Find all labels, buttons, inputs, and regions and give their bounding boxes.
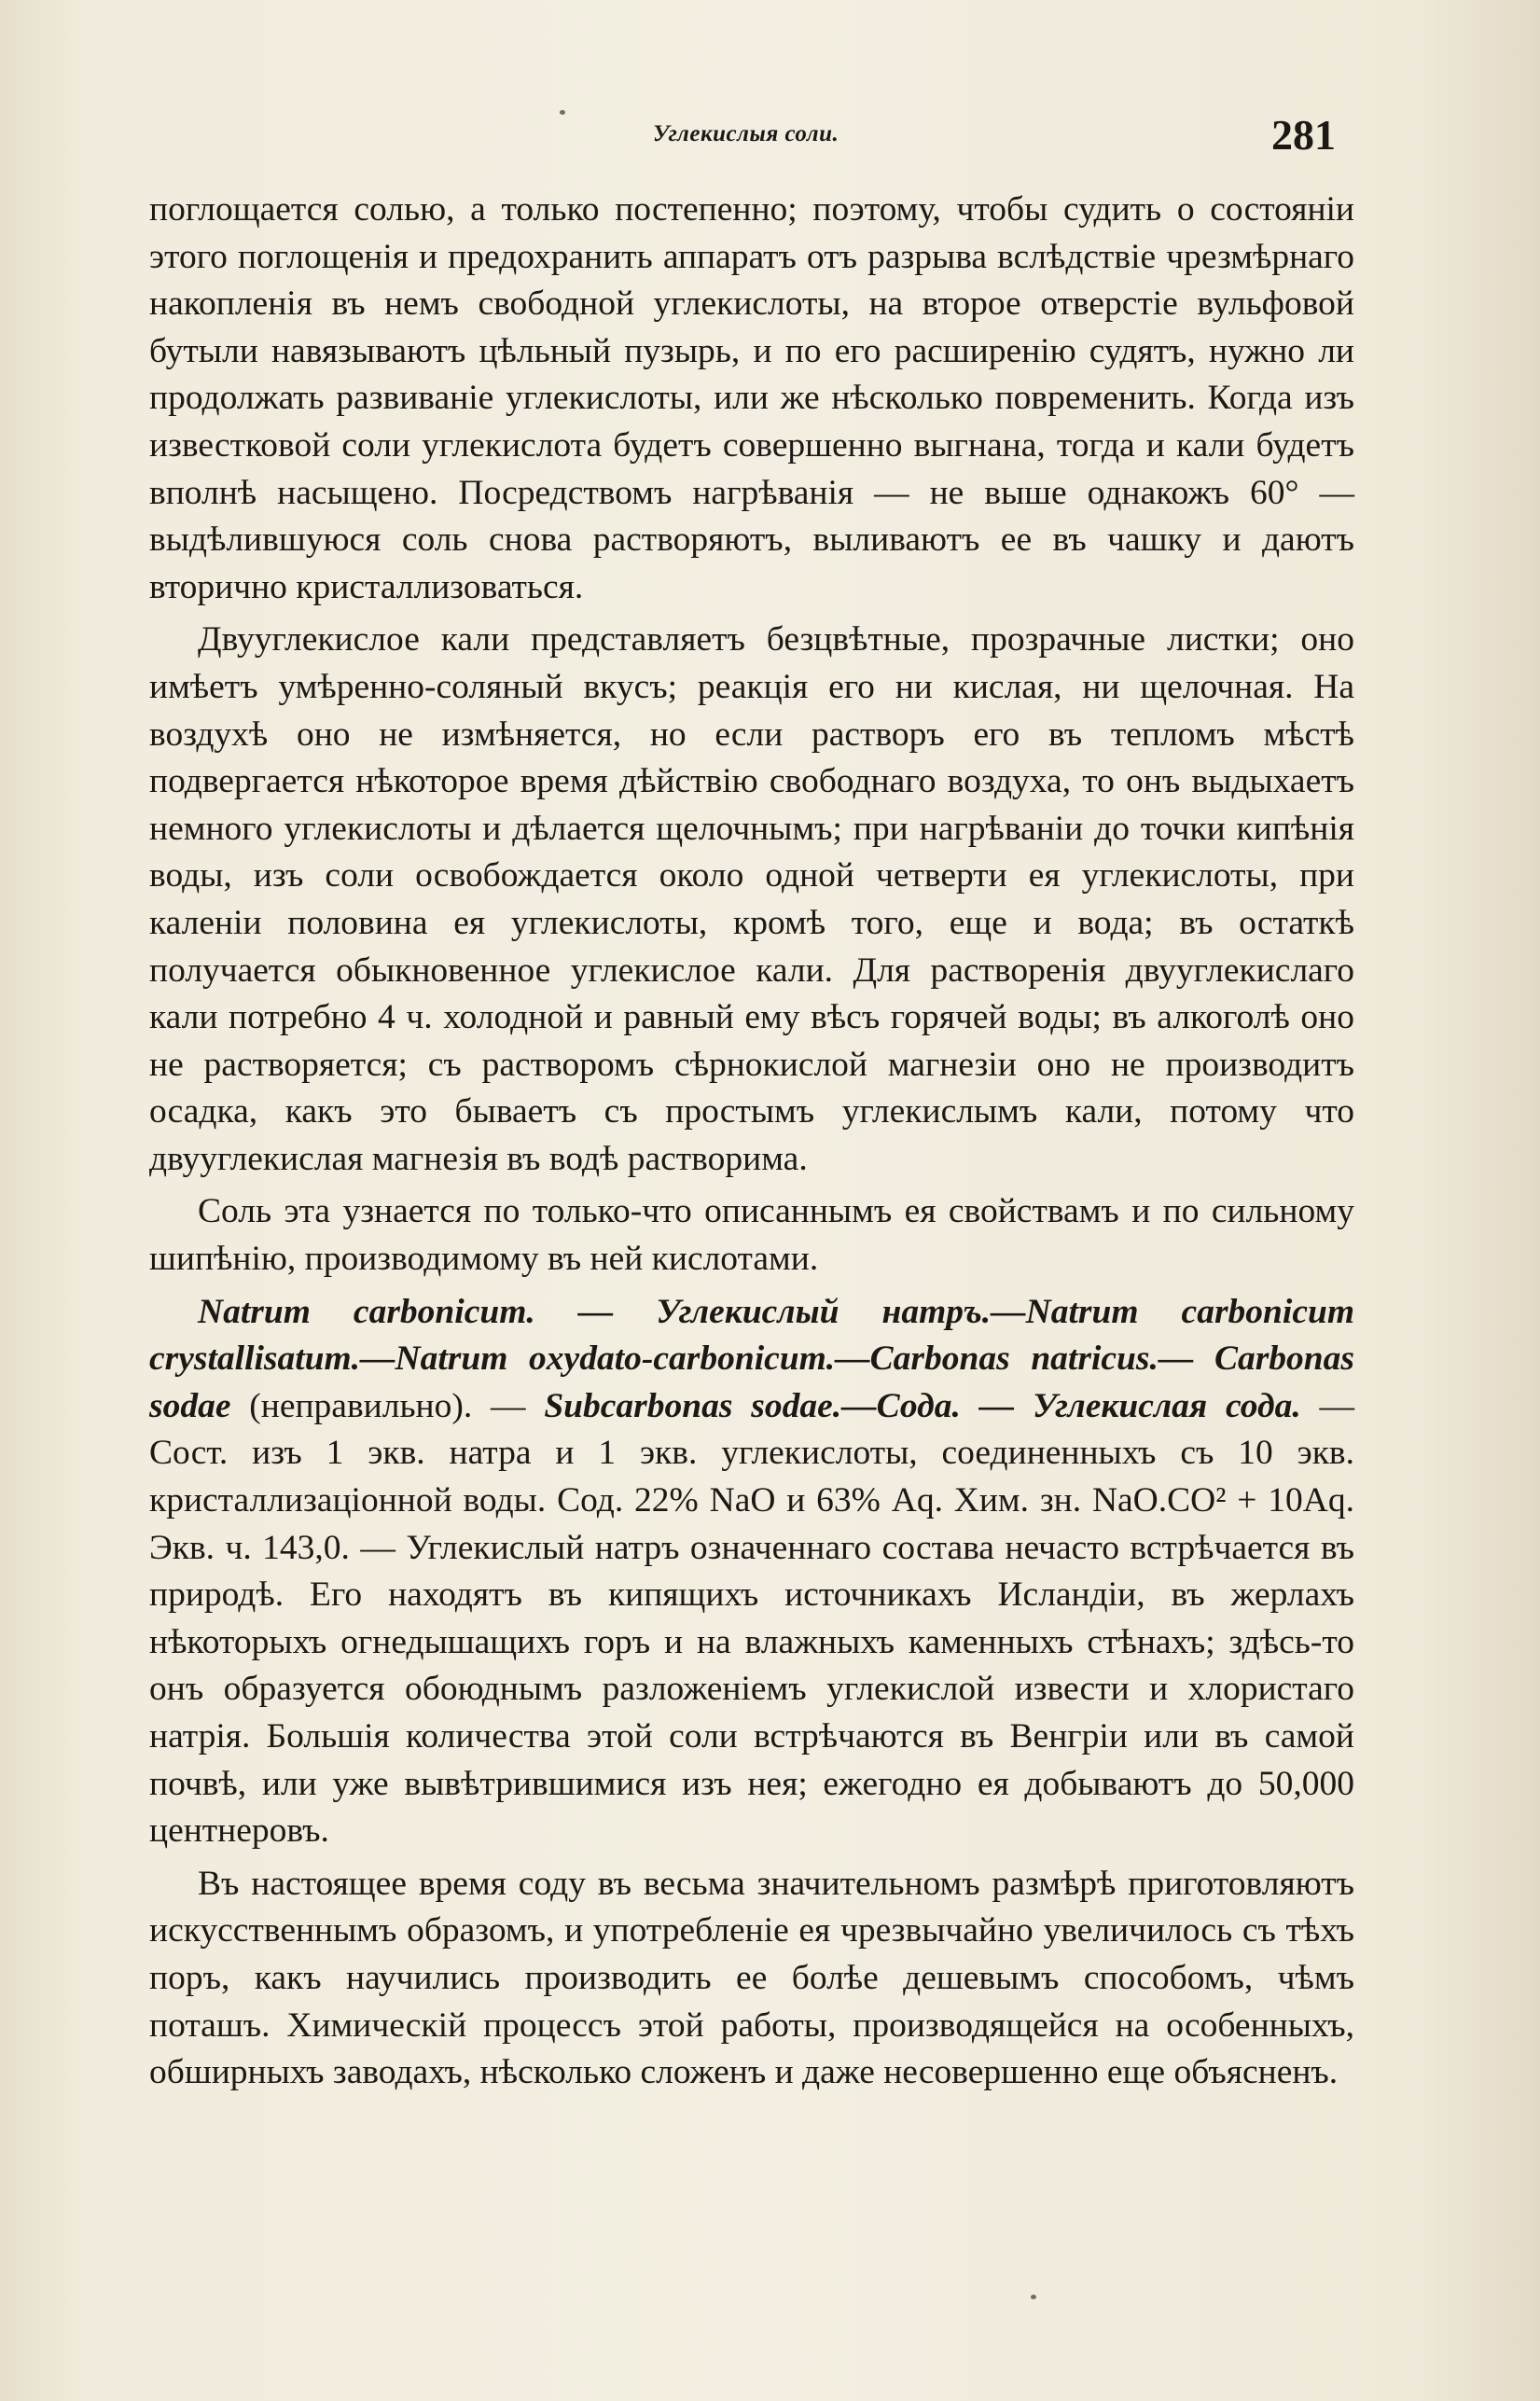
running-title: Углекислыя соли.: [653, 121, 839, 146]
paragraph-2: Двууглекислое кали представляетъ безцвѣтные, прозрачные листки; оно имѣетъ умѣренно-соляный вкусъ; реакцiя его ни кислая, ни щелочная. На воздухѣ оно не измѣняется, но если растворъ его въ тепломъ мѣстѣ подвергается нѣкоторое время дѣйствiю свободнаго воздуха, то онъ выдыхаетъ немного углекислоты и дѣлается щелочнымъ; при нагрѣванiи до точки кипѣнiя воды, изъ соли освобождается около одной четверти ея углекислоты, при каленiи половина ея углекислоты, кромѣ того, еще и вода; въ остаткѣ получается обыкновенное углекислое кали. Для растворенiя двууглекислаго кали потребно 4 ч. холодной и равный ему вѣсъ горячей воды; въ алкоголѣ оно не растворяется; съ растворомъ сѣрнокислой магнезiи оно не производитъ осадка, какъ это бываетъ съ простымъ углекислымъ кали, потому что двууглекислая магнезiя въ водѣ растворима.: [149, 620, 1354, 1178]
paragraph-5: Въ настоящее время соду въ весьма значительномъ размѣрѣ приготовляютъ искусственнымъ образомъ, и употребленiе ея чрезвычайно увеличилось съ тѣхъ поръ, какъ научились производить ее болѣе дешевымъ способомъ, чѣмъ поташъ. Химическiй процессъ этой работы, производящейся на особенныхъ, обширныхъ заводахъ, нѣсколько сложенъ и даже несовершенно еще объясненъ.: [149, 1864, 1354, 2092]
paragraph-4: [149, 1289, 1354, 1855]
paragraph-3: Соль эта узнается по только-что описаннымъ ея свойствамъ и по сильному шипѣнiю, производимому въ ней кислотами.: [149, 1192, 1354, 1279]
page-number: 281: [1271, 111, 1336, 159]
print-speck: [1031, 2295, 1036, 2299]
paragraph-1: поглощается солью, а только постепенно; поэтому, чтобы судить о состоянiи этого поглощенiя и предохранить аппаратъ отъ разрыва вслѣдствiе чрезмѣрнаго накопленiя въ немъ свободной углекислоты, на второе отверстiе вульфовой бутыли навязываютъ цѣльный пузырь, и по его расширенiю судятъ, нужно ли продолжать развиванiе углекислоты, или же нѣсколько повременить. Когда изъ известковой соли углекислота будетъ совершенно выгнана, тогда и кали будетъ вполнѣ насыщено. Посредствомъ нагрѣванiя — не выше однакожъ 60° — выдѣлившуюся соль снова растворяютъ, выливаютъ ее въ чашку и даютъ вторично кристаллизоваться.: [149, 190, 1354, 606]
paragraph-4-body: — Сост. изъ 1 экв. натра и 1 экв. углекислоты, соединенныхъ съ 10 экв. кристаллизацiонной воды. Сод. 22% NaO и 63% Aq. Хим. зн. NaO.CO² + 10Aq. Экв. ч. 143,0. — Углекислый натръ означеннаго состава нечасто встрѣчается въ природѣ. Его находятъ въ кипящихъ источникахъ Исландiи, въ жерлахъ нѣкоторыхъ огнедышащихъ горъ и на влажныхъ каменныхъ стѣнахъ; здѣсь-то онъ образуется обоюднымъ разложенiемъ углекислой извести и хлористаго натрiя. Большiя количества этой соли встрѣчаются въ Венгрiи или въ самой почвѣ, или уже вывѣтрившимися изъ нея; ежегодно ея добываютъ до 50,000 центнеровъ.: [149, 1386, 1355, 1851]
text-body: [149, 187, 1354, 2103]
synonyms-latin-2: Subcarbonas sodae.—Сода. — Углекислая сода.: [544, 1386, 1301, 1425]
running-header: [149, 110, 1354, 166]
print-speck: [560, 110, 565, 115]
synonyms-latin: Natrum carbonicum. — Углекислый натръ.—Natrum carbonicum crystallisatum.—Natrum oxydato-carbonicum.—Carbonas natricus.— Carbonas sodae: [149, 1292, 1354, 1425]
synonyms-note: (неправильно). —: [230, 1386, 545, 1425]
